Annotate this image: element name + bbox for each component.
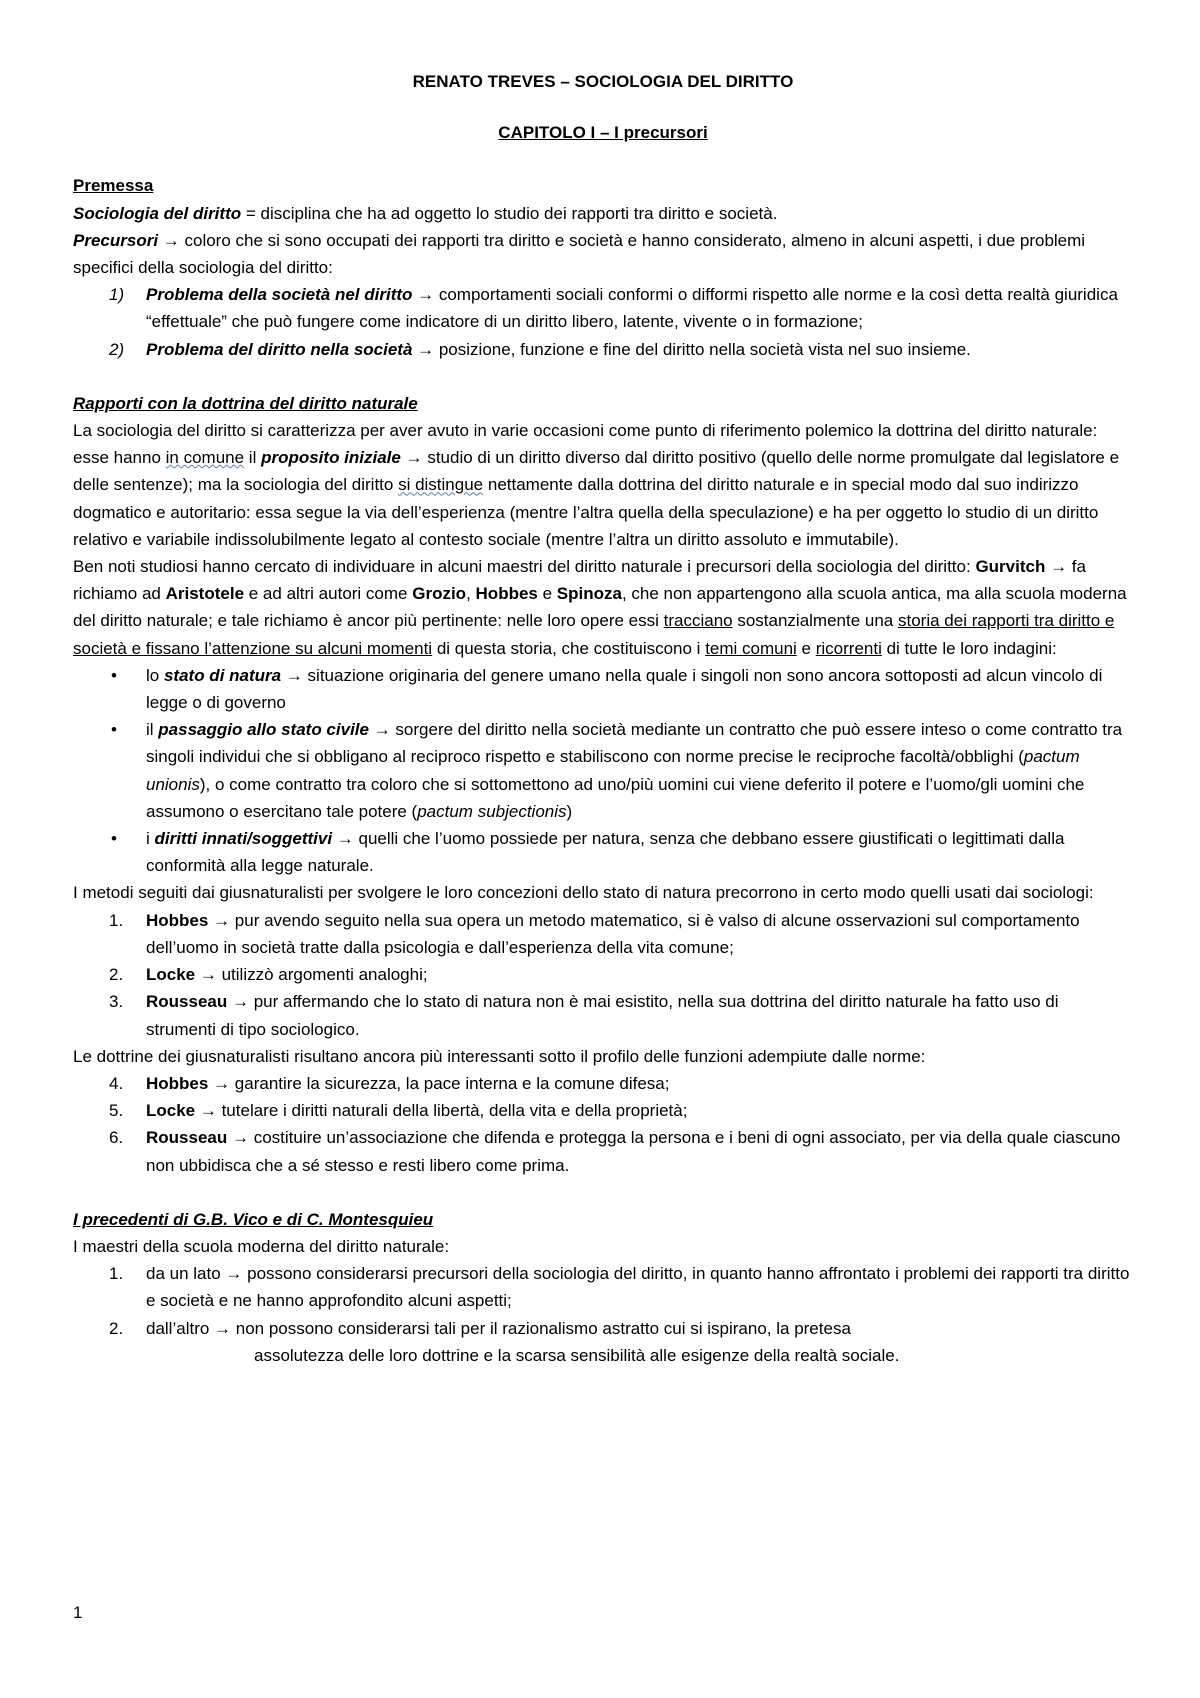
list-item: • lo stato di natura → situazione originaria del genere umano nella quale i singoli non sono ancora sottoposti ad alcun vincolo di legge o di governo [73,662,1133,716]
paragraph: Le dottrine dei giusnaturalisti risultano ancora più interessanti sotto il profilo delle funzioni adempiute dalle norme: [73,1046,926,1066]
list-item: 2) Problema del diritto nella società → posizione, funzione e fine del diritto nella società vista nel suo insieme. [73,336,1133,363]
document-page [73,68,1133,1369]
list-item: 1. da un lato → possono considerarsi precursori della sociologia del diritto, in quanto hanno affrontato i problemi dei rapporti tra diritto e società e ne hanno approfondito alcuni aspetti; [73,1260,1133,1314]
paragraph: Precursori → coloro che si sono occupati dei rapporti tra diritto e società e hanno considerato, almeno in alcuni aspetti, i due problemi specifici della sociologia del diritto: [73,230,1086,278]
list-marker: 3. [109,992,124,1012]
page-number: 1 [73,1603,83,1622]
methods-list [73,907,1133,1043]
list-item: 1) Problema della società nel diritto → comportamenti sociali conformi o difformi rispetto alle norme e la così detta realtà giuridica “effettuale” che può fungere come indicatore di un diritto libero, latente, vivente o in formazione; [73,281,1133,335]
paragraph: La sociologia del diritto si caratterizza per aver avuto in varie occasioni come punto di riferimento polemico la dottrina del diritto naturale: esse hanno in comune il proposito iniziale → studio di un diritto diverso dal diritto positivo (quello delle norme promulgate dal legislatore e delle sentenze); ma la sociologia del diritto si distingue nettamente dalla dottrina del diritto naturale e in special modo dal suo indirizzo dogmatico e autoritario: essa segue la via dell’esperienza (mentre l’altra quella della speculazione) e ha per oggetto lo studio di un diritto relativo e variabile indissolubilmente legato al contesto sociale (mentre l’altra un diritto assoluto e immutabile). [73,421,1120,549]
chapter-title: CAPITOLO I – I precursori [498,123,708,143]
section-heading-precedenti: I precedenti di G.B. Vico e di C. Montesquieu [73,1209,434,1229]
paragraph: Ben noti studiosi hanno cercato di individuare in alcuni maestri del diritto naturale i precursori della sociologia del diritto: Gurvitch → fa richiamo ad Aristotele e ad altri autori come Grozio, Hobbes e Spinoza, che non appartengono alla scuola antica, ma alla scuola moderna del diritto naturale; e tale richiamo è ancor più pertinente: nelle loro opere essi tracciano sostanzialmente una storia dei rapporti tra diritto e società e fissano l’attenzione su alcuni momenti di questa storia, che costituiscono i temi comuni e ricorrenti di tutte le loro indagini: [73,557,1127,658]
list-item: 6. Rousseau → costituire un’associazione che difenda e protegga la persona e i beni di ogni associato, per via della quale ciascuno non ubbidisca che a sé stesso e resti libero come prima. [73,1124,1133,1178]
list-marker: 2. [109,965,124,985]
list-marker: 5. [109,1101,124,1121]
list-item: 1. Hobbes → pur avendo seguito nella sua opera un metodo matematico, si è valso di alcune osservazioni sul comportamento dell’uomo in società tratte dalla psicologia e dall’esperienza della vita comune; [73,907,1133,961]
section-heading-rapporti: Rapporti con la dottrina del diritto naturale [73,393,418,413]
list-marker: 1) [109,285,125,305]
paragraph-continuation: assolutezza delle loro dottrine e la scarsa sensibilità alle esigenze della realtà sociale. [254,1345,900,1365]
list-item: 4. Hobbes → garantire la sicurezza, la pace interna e la comune difesa; [73,1070,1133,1097]
list-item: 5. Locke → tutelare i diritti naturali della libertà, della vita e della proprietà; [73,1097,1133,1124]
list-marker: 2. [109,1318,124,1338]
list-item: • i diritti innati/soggettivi → quelli che l’uomo possiede per natura, senza che debbano essere giustificati o legittimati dalla conformità alla legge naturale. [73,825,1133,879]
list-marker: 2) [109,339,125,359]
paragraph: I maestri della scuola moderna del diritto naturale: [73,1236,450,1256]
term: Precursori [73,230,159,250]
paragraph: Sociologia del diritto = disciplina che ha ad oggetto lo studio dei rapporti tra diritto e società. [73,203,778,223]
list-item: 2. Locke → utilizzò argomenti analoghi; [73,961,1133,988]
list-item: 3. Rousseau → pur affermando che lo stato di natura non è mai esistito, nella sua dottrina del diritto naturale ha fatto uso di strumenti di tipo sociologico. [73,988,1133,1042]
bullet-marker: • [111,720,117,740]
bullet-marker: • [111,829,117,849]
list-marker: 4. [109,1073,124,1093]
document-title: RENATO TREVES – SOCIOLOGIA DEL DIRITTO [412,72,794,91]
list-item: • il passaggio allo stato civile → sorgere del diritto nella società mediante un contratto che può essere inteso o come contratto tra singoli individui che si obbligano al reciproco rispetto e stabiliscono con norme precise le reciproche facoltà/obblighi (pactum unionis), o come contratto tra coloro che si sottomettono ad uno/più uomini cui viene deferito il potere e l’uomo/gli uomini che assumono o esercitano tale potere (pactum subjectionis) [73,716,1133,825]
list-marker: 1. [109,910,124,930]
functions-list [73,1070,1133,1179]
bullet-marker: • [111,665,117,685]
themes-list [73,662,1133,880]
masters-list [73,1260,1133,1342]
problems-list [73,281,1133,363]
list-marker: 1. [109,1264,124,1284]
list-item: 2. dall’altro → non possono considerarsi tali per il razionalismo astratto cui si ispirano, la pretesa [73,1315,1133,1342]
list-marker: 6. [109,1128,124,1148]
paragraph: I metodi seguiti dai giusnaturalisti per svolgere le loro concezioni dello stato di natura precorrono in certo modo quelli usati dai sociologi: [73,883,1094,903]
section-heading-premessa: Premessa [73,176,154,196]
term: Sociologia del diritto [73,203,242,223]
